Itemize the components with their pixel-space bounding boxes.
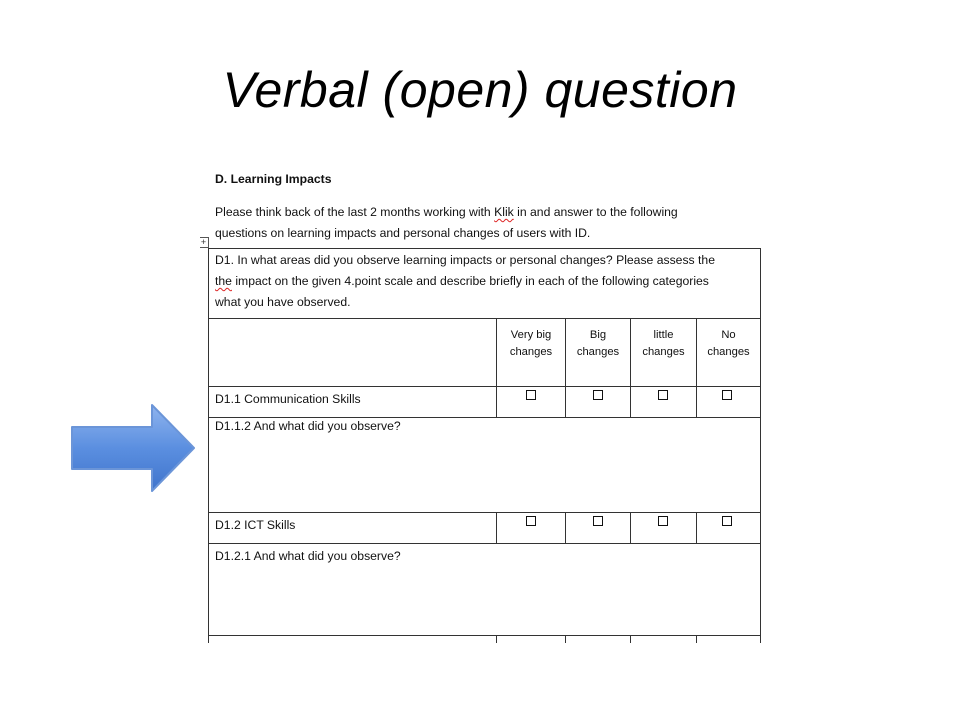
table-border — [208, 248, 209, 643]
checkbox-ict-big[interactable] — [593, 516, 603, 526]
table-move-handle-icon[interactable]: + — [200, 237, 209, 248]
document-heading: D. Learning Impacts — [215, 172, 332, 186]
column-header-line: changes — [707, 346, 750, 358]
followup-communication[interactable]: D1.1.2 And what did you observe? — [215, 419, 401, 433]
question-line-2 — [215, 271, 760, 292]
table-border — [208, 635, 761, 636]
table-border — [565, 635, 566, 643]
right-arrow-icon — [70, 403, 198, 493]
question-text: impact on the given 4.point scale and describe briefly in each of the following categories — [231, 274, 709, 288]
followup-ict[interactable]: D1.2.1 And what did you observe? — [215, 549, 401, 563]
table-border — [208, 248, 761, 249]
row-label-communication-skills: D1.1 Communication Skills — [215, 392, 361, 406]
column-header-line: changes — [509, 346, 553, 358]
column-header-big-changes — [566, 327, 630, 361]
misspelled-word: Klik — [494, 205, 514, 219]
column-header-line: Very big — [510, 329, 552, 341]
checkbox-ict-no[interactable] — [722, 516, 732, 526]
intro-line-1 — [215, 202, 755, 223]
table-border — [208, 386, 761, 387]
column-header-line: changes — [576, 346, 620, 358]
table-border — [496, 512, 497, 544]
column-header-line: little — [653, 329, 674, 341]
table-border — [208, 318, 761, 319]
table-border — [630, 635, 631, 643]
question-text — [215, 250, 760, 313]
table-border — [208, 543, 761, 544]
checkbox-communication-big[interactable] — [593, 390, 603, 400]
intro-line-2: questions on learning impacts and personal changes of users with ID. — [215, 226, 591, 240]
checkbox-ict-very-big[interactable] — [526, 516, 536, 526]
table-border — [696, 512, 697, 544]
intro-text: Please think back of the last 2 months working with — [215, 205, 495, 219]
question-line-1: D1. In what areas did you observe learning impacts or personal changes? Please assess the — [215, 253, 715, 267]
column-header-line: changes — [642, 346, 685, 358]
misspelled-word: the — [215, 274, 232, 288]
checkbox-communication-no[interactable] — [722, 390, 732, 400]
checkbox-communication-very-big[interactable] — [526, 390, 536, 400]
question-line-3: what you have observed. — [215, 295, 351, 309]
column-header-little-changes — [631, 327, 696, 361]
column-header-very-big-changes — [497, 327, 565, 361]
document-intro — [215, 202, 755, 244]
document-snapshot — [200, 165, 770, 643]
checkbox-ict-little[interactable] — [658, 516, 668, 526]
column-header-no-changes — [697, 327, 760, 361]
intro-text: in and answer to the following — [513, 205, 678, 219]
table-border — [208, 512, 761, 513]
row-label-ict-skills: D1.2 ICT Skills — [215, 518, 296, 532]
table-border — [630, 512, 631, 544]
table-border — [760, 248, 761, 643]
slide-title: Verbal (open) question — [222, 62, 738, 118]
checkbox-communication-little[interactable] — [658, 390, 668, 400]
column-header-line: Big — [589, 329, 607, 341]
table-border — [496, 635, 497, 643]
table-border — [565, 512, 566, 544]
column-header-line: No — [721, 329, 736, 341]
table-border — [696, 635, 697, 643]
